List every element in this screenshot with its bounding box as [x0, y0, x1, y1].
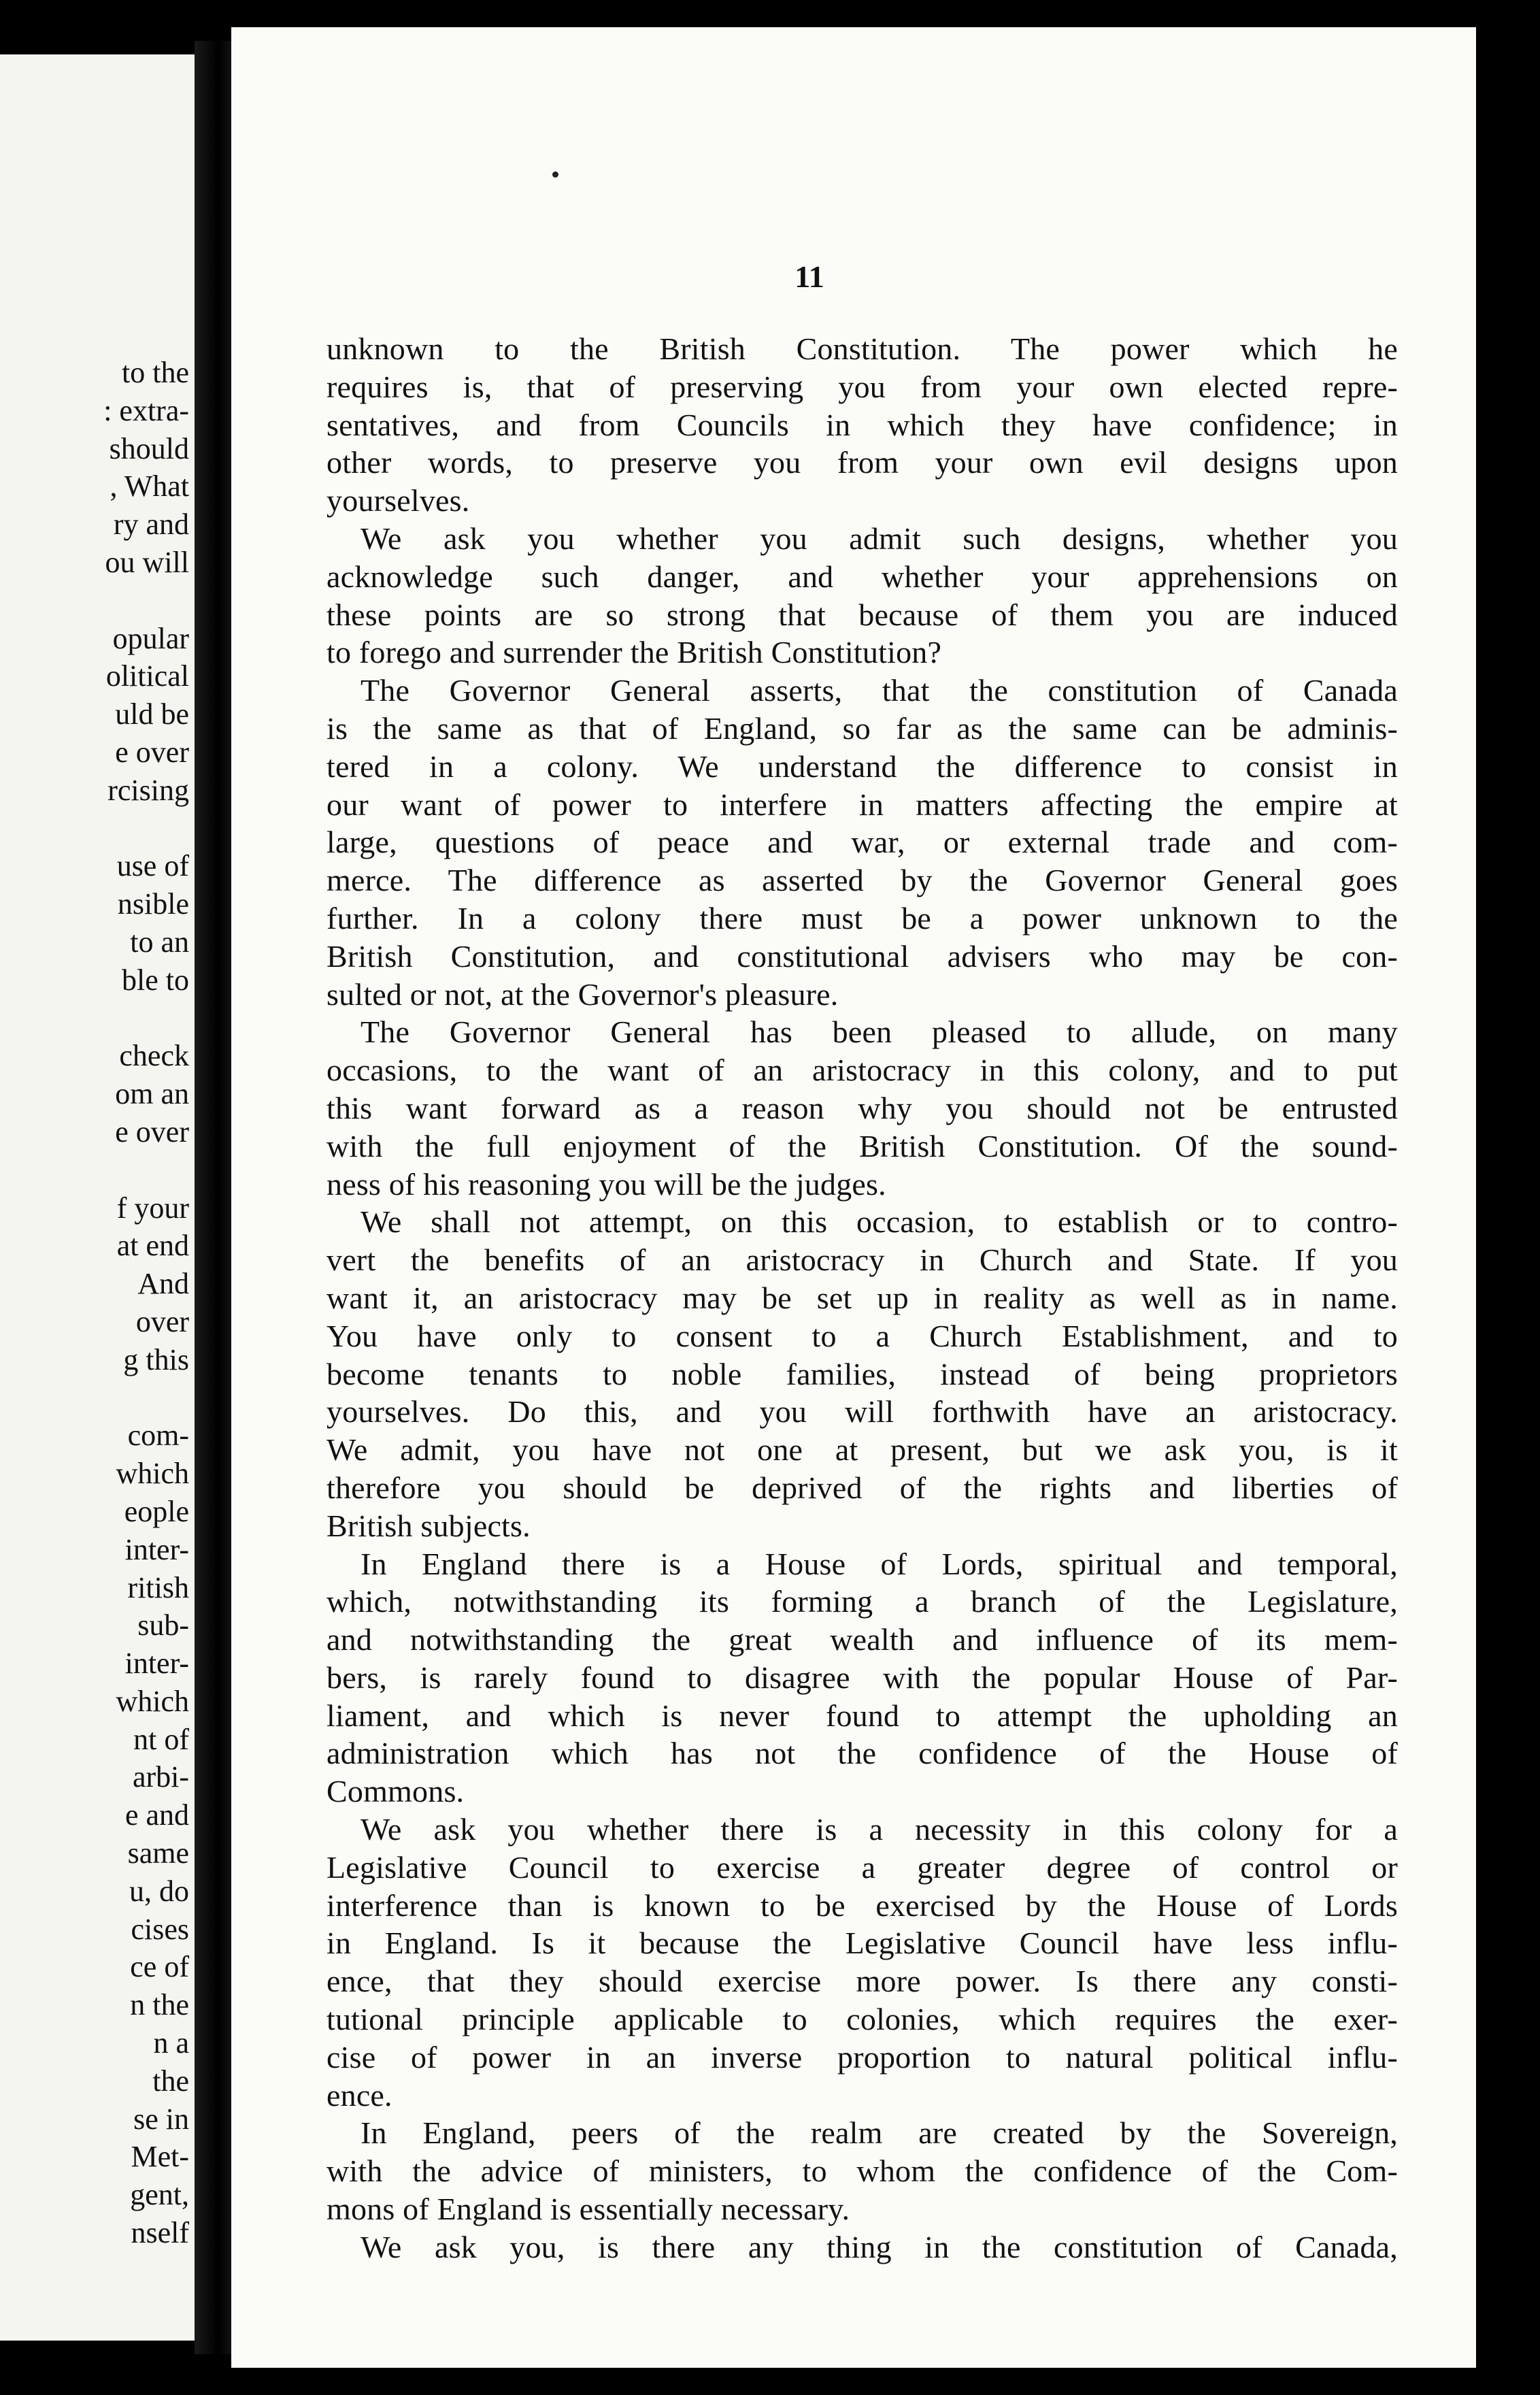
- left-page-line: nself: [131, 2216, 189, 2250]
- text-line: cise of power in an inverse proportion to natural political influ-: [327, 2039, 1398, 2075]
- text-line: to forego and surrender the British Constitution?: [327, 635, 942, 670]
- left-page-line: ry and: [113, 508, 189, 542]
- left-page-line: ble to: [122, 963, 189, 997]
- left-page-line: uld be: [115, 697, 189, 731]
- left-page-line: n a: [153, 2026, 189, 2060]
- left-page-line: e over: [115, 735, 189, 769]
- left-page-line: at end: [116, 1229, 189, 1263]
- left-page-line: And: [137, 1267, 189, 1301]
- left-page-line: gent,: [130, 2178, 189, 2212]
- left-page-line: opular: [112, 621, 189, 655]
- left-page-line: , What: [110, 469, 189, 503]
- text-line: tutional principle applicable to colonies, which requires the exer-: [327, 2002, 1398, 2037]
- text-line: sulted or not, at the Governor's pleasure.: [327, 976, 839, 1012]
- left-page-line: check: [119, 1039, 189, 1073]
- text-line: this want forward as a reason why you should not be entrusted: [327, 1090, 1398, 1125]
- left-page-line: nt of: [133, 1722, 189, 1756]
- left-page-line: use of: [116, 849, 189, 883]
- left-page-text: [0, 354, 197, 2252]
- text-line: merce. The difference as asserted by the Governor General goes: [327, 863, 1398, 898]
- left-page-line: com-: [127, 1419, 189, 1453]
- text-line: tered in a colony. We understand the difference to consist in: [327, 748, 1398, 784]
- text-line: want it, an aristocracy may be set up in reality as well as in name.: [327, 1280, 1398, 1315]
- text-line: become tenants to noble families, instead of being proprietors: [327, 1356, 1398, 1391]
- left-page-line: e over: [115, 1114, 189, 1149]
- left-page-line: f your: [116, 1191, 189, 1225]
- text-line: in England. Is it because the Legislative Council have less influ-: [327, 1926, 1398, 1961]
- left-page-line: u, do: [129, 1874, 189, 1908]
- left-page-line: : extra-: [103, 393, 189, 427]
- text-line: British Constitution, and constitutional advisers who may be con-: [327, 938, 1398, 974]
- left-page-line: should: [109, 431, 189, 465]
- text-line: We admit, you have not one at present, but we ask you, is it: [327, 1432, 1398, 1468]
- text-line: ness of his reasoning you will be the judges.: [327, 1166, 886, 1202]
- text-line: yourselves.: [327, 483, 470, 518]
- left-page-line: over: [135, 1304, 189, 1338]
- text-line: our want of power to interfere in matters affecting the empire at: [327, 787, 1398, 822]
- text-line: which, notwithstanding its forming a branch of the Legislature,: [327, 1584, 1398, 1619]
- text-line: large, questions of peace and war, or external trade and com-: [327, 825, 1398, 860]
- text-line: In England, peers of the realm are created by the Sovereign,: [361, 2115, 1398, 2151]
- left-page-line: se in: [133, 2102, 189, 2136]
- left-page-line: inter-: [124, 1532, 189, 1566]
- left-page-line: ce of: [130, 1950, 189, 1984]
- text-line: occasions, to the want of an aristocracy in this colony, and to put: [327, 1053, 1398, 1088]
- left-page-line: to the: [122, 356, 189, 389]
- text-line: sentatives, and from Councils in which they have confidence; in: [327, 407, 1398, 442]
- text-line: with the advice of ministers, to whom the confidence of the Com-: [327, 2153, 1398, 2189]
- left-page-line: the: [152, 2064, 189, 2098]
- text-line: We shall not attempt, on this occasion, to establish or to contro-: [361, 1204, 1398, 1240]
- right-page: [231, 27, 1476, 2368]
- text-line: with the full enjoyment of the British Constitution. Of the sound-: [327, 1128, 1398, 1163]
- left-page-line: n the: [130, 1988, 189, 2022]
- left-page-line: nsible: [117, 887, 189, 921]
- left-page-line: ou will: [105, 545, 189, 579]
- left-page-line: Met-: [131, 2140, 189, 2174]
- text-line: interference than is known to be exercised by the House of Lords: [327, 1887, 1398, 1923]
- text-line: yourselves. Do this, and you will forthwith have an aristocracy.: [327, 1394, 1398, 1430]
- left-page-line: [0, 810, 197, 848]
- text-line: other words, to preserve you from your own evil designs upon: [327, 445, 1398, 480]
- ink-dot: [552, 171, 558, 178]
- left-page-fragment: [0, 54, 204, 2341]
- text-line: bers, is rarely found to disagree with the popular House of Par-: [327, 1659, 1398, 1695]
- text-line: We ask you, is there any thing in the constitution of Canada,: [361, 2229, 1398, 2264]
- text-line: The Governor General asserts, that the constitution of Canada: [361, 673, 1398, 708]
- right-edge-shadow: [1476, 27, 1540, 2368]
- page-number: 11: [794, 259, 824, 294]
- left-page-line: arbi-: [132, 1760, 189, 1794]
- text-line: and notwithstanding the great wealth and influence of its mem-: [327, 1622, 1398, 1657]
- left-page-line: same: [127, 1836, 189, 1870]
- text-line: these points are so strong that because of them you are induced: [327, 597, 1398, 632]
- text-line: In England there is a House of Lords, spiritual and temporal,: [361, 1546, 1398, 1581]
- text-line: ence, that they should exercise more power. Is there any consti-: [327, 1964, 1398, 1999]
- text-line: therefore you should be deprived of the rights and liberties of: [327, 1470, 1398, 1505]
- left-page-line: e and: [124, 1798, 189, 1832]
- left-page-line: [0, 582, 197, 620]
- text-line: Legislative Council to exercise a greater degree of control or: [327, 1849, 1398, 1885]
- left-page-line: eople: [124, 1494, 189, 1528]
- left-page-line: ritish: [127, 1570, 189, 1604]
- text-line: further. In a colony there must be a power unknown to the: [327, 900, 1398, 936]
- left-page-line: to an: [130, 925, 189, 959]
- text-line: vert the benefits of an aristocracy in Church and State. If you: [327, 1242, 1398, 1278]
- text-line: Commons.: [327, 1774, 465, 1809]
- text-line: is the same as that of England, so far as the same can be adminis-: [327, 710, 1398, 746]
- text-line: requires is, that of preserving you from your own elected repre-: [327, 369, 1398, 404]
- left-page-line: olitical: [105, 659, 189, 693]
- text-line: acknowledge such danger, and whether your apprehensions on: [327, 559, 1398, 594]
- text-line: The Governor General has been pleased to allude, on many: [361, 1014, 1398, 1050]
- text-line: British subjects.: [327, 1508, 531, 1543]
- left-page-line: sub-: [137, 1608, 189, 1642]
- left-page-line: om an: [115, 1077, 189, 1111]
- text-line: administration which has not the confidence of the House of: [327, 1736, 1398, 1771]
- text-line: ence.: [327, 2077, 392, 2113]
- text-line: You have only to consent to a Church Establishment, and to: [327, 1318, 1398, 1353]
- text-line: We ask you whether there is a necessity in this colony for a: [361, 1812, 1398, 1847]
- left-page-line: which: [116, 1684, 189, 1718]
- text-line: liament, and which is never found to attempt the upholding an: [327, 1698, 1398, 1733]
- left-page-line: [0, 1151, 197, 1189]
- left-page-line: inter-: [124, 1647, 189, 1681]
- left-page-line: g this: [123, 1342, 189, 1376]
- text-line: We ask you whether you admit such designs, whether you: [361, 521, 1398, 556]
- left-page-line: [0, 1379, 197, 1417]
- left-page-line: [0, 1000, 197, 1038]
- left-page-line: cises: [131, 1912, 189, 1946]
- left-page-line: rcising: [107, 773, 189, 807]
- left-page-line: which: [116, 1457, 189, 1491]
- body-text: [327, 330, 1398, 2266]
- text-line: unknown to the British Constitution. The power which he: [327, 331, 1398, 366]
- text-line: mons of England is essentially necessary.: [327, 2192, 850, 2227]
